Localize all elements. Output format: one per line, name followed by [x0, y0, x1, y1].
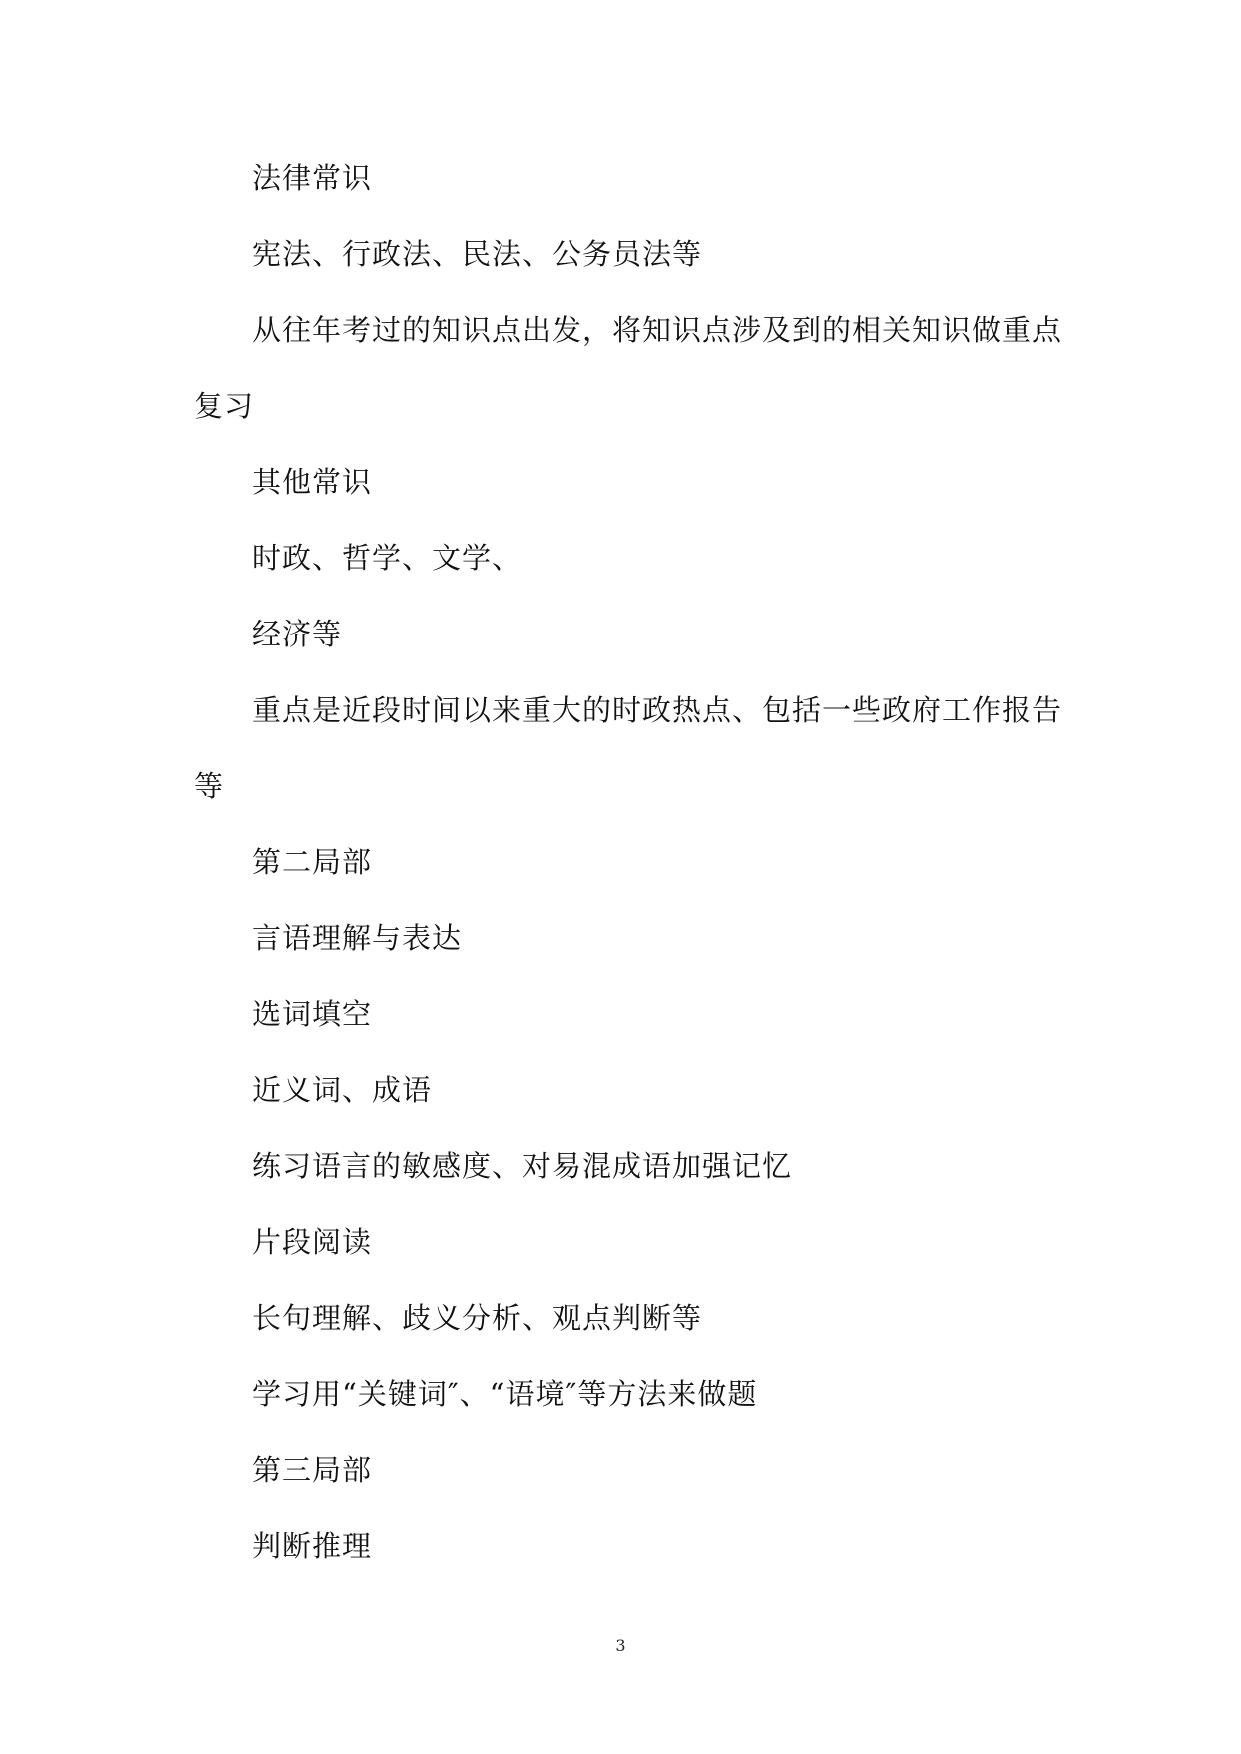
paragraph-fill-blank-method: 练习语言的敏感度、对易混成语加强记忆 [252, 1149, 793, 1183]
paragraph-heading-part-three: 第三局部 [252, 1453, 373, 1487]
paragraph-law-topics: 宪法、行政法、民法、公务员法等 [252, 237, 703, 271]
paragraph-heading-part-two: 第二局部 [252, 845, 373, 879]
document-body [194, 140, 1063, 1584]
page-number: 3 [615, 1636, 626, 1655]
paragraph-other-focus: 重点是近段时间以来重大的时政热点、包括一些政府工作报告 [252, 693, 1063, 727]
paragraph-reading-topics: 长句理解、歧义分析、观点判断等 [252, 1301, 703, 1335]
paragraph-heading-fill-blank: 选词填空 [252, 997, 373, 1031]
paragraph-law-method: 从往年考过的知识点出发，将知识点涉及到的相关知识做重点 [252, 313, 1063, 347]
paragraph-fill-blank-topics: 近义词、成语 [252, 1073, 433, 1107]
paragraph-other-focus-continued: 等 [194, 769, 225, 803]
paragraph-other-topics-economy: 经济等 [252, 617, 343, 651]
paragraph-reading-method: 学习用“关键词″、“语境″等方法来做题 [252, 1377, 758, 1411]
paragraph-heading-reading: 片段阅读 [252, 1225, 373, 1259]
paragraph-heading-other: 其他常识 [252, 465, 373, 499]
paragraph-heading-law: 法律常识 [252, 161, 373, 195]
paragraph-heading-language: 言语理解与表达 [252, 921, 463, 955]
paragraph-heading-reasoning: 判断推理 [252, 1529, 373, 1563]
paragraph-other-topics: 时政、哲学、文学、 [252, 541, 523, 575]
paragraph-law-method-continued: 复习 [194, 389, 255, 423]
